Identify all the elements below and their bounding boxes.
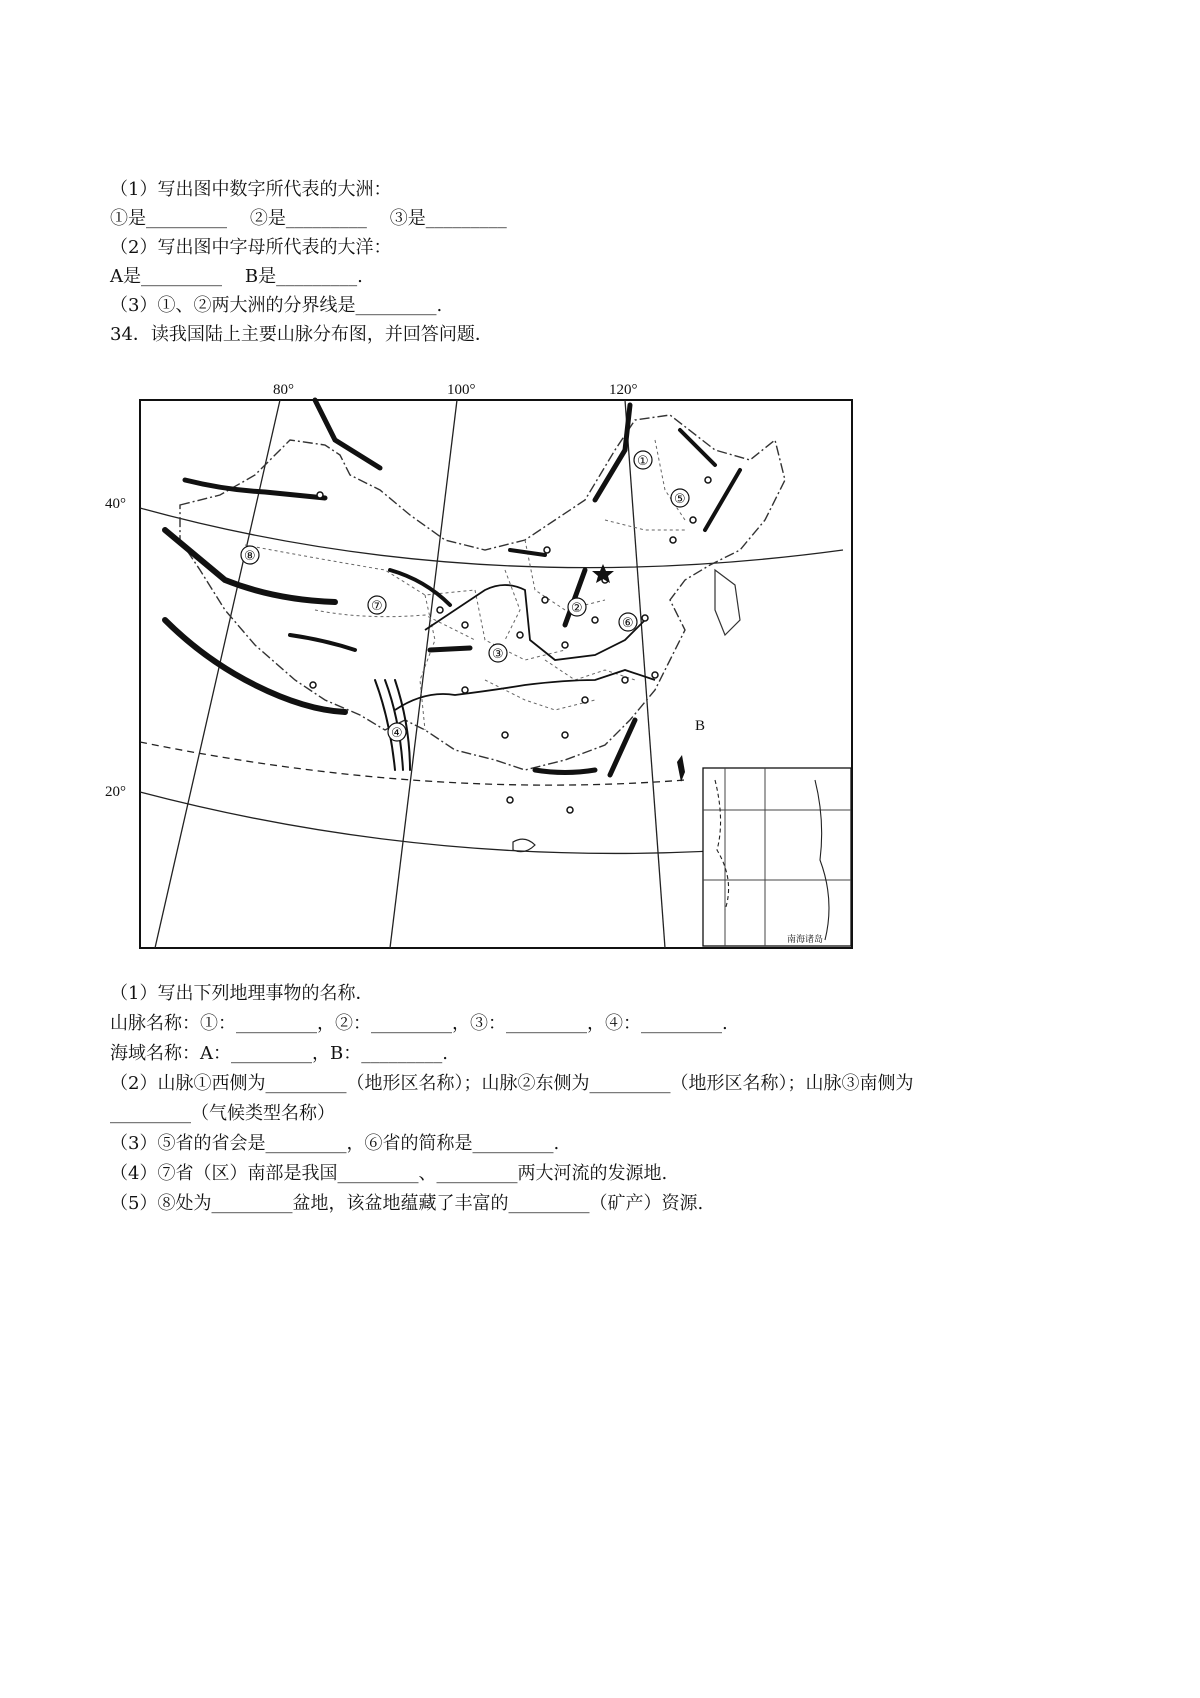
svg-text:⑧: ⑧ xyxy=(244,549,256,564)
q34-sub5: （5）⑧处为_________盆地，该盆地蕴藏了丰富的_________（矿产）资源. xyxy=(110,1193,704,1214)
svg-text:⑥: ⑥ xyxy=(622,616,634,631)
marker-4 xyxy=(388,723,406,741)
svg-text:⑦: ⑦ xyxy=(371,599,383,614)
svg-text:①: ① xyxy=(637,454,649,469)
marker-8 xyxy=(241,546,259,564)
lon-label-120: 120° xyxy=(609,382,638,398)
marker-3 xyxy=(489,644,507,662)
lon-label-80: 80° xyxy=(273,382,294,398)
lat-label-40: 40° xyxy=(105,496,126,512)
lat-label-20: 20° xyxy=(105,784,126,800)
svg-text:②: ② xyxy=(571,601,583,616)
q33-sub1-title: （1）写出图中数字所代表的大洲： xyxy=(110,179,392,200)
q33-sub3: （3）①、②两大洲的分界线是_________. xyxy=(110,295,443,316)
marker-7 xyxy=(368,596,386,614)
marker-2 xyxy=(568,598,586,616)
q34-title: 34．读我国陆上主要山脉分布图，并回答问题． xyxy=(110,324,493,345)
q34-sub2-line1: （2）山脉①西侧为_________（地形区名称）；山脉②东侧为_________（地形区名称）；山脉③南侧为 xyxy=(110,1073,914,1094)
marker-5 xyxy=(671,489,689,507)
china-mountain-map xyxy=(105,380,865,960)
q33-sub1-answers: ①是_________ ②是_________ ③是_________ xyxy=(110,208,507,229)
svg-text:⑤: ⑤ xyxy=(674,492,686,507)
svg-text:③: ③ xyxy=(492,647,504,662)
marker-1 xyxy=(634,451,652,469)
nanling-mountains xyxy=(535,770,595,773)
q33-sub2-answers: A是_________ B是_________. xyxy=(110,266,363,287)
q34-sub1-mountains: 山脉名称：①：_________，②：_________，③：_________，④：_________. xyxy=(110,1013,728,1034)
q34-sub1-title: （1）写出下列地理事物的名称． xyxy=(110,983,374,1004)
svg-text:④: ④ xyxy=(391,726,403,741)
q33-sub2-title: （2）写出图中字母所代表的大洋： xyxy=(110,237,392,258)
lon-label-100: 100° xyxy=(447,382,476,398)
qinling-mountains xyxy=(430,648,470,650)
south-china-sea-inset xyxy=(703,768,851,946)
q34-sub4: （4）⑦省（区）南部是我国_________、_________两大河流的发源地. xyxy=(110,1163,668,1184)
marker-6 xyxy=(619,613,637,631)
sea-label-b: B xyxy=(695,718,706,734)
q34-sub1-seas: 海域名称：A：_________，B：_________. xyxy=(110,1043,448,1064)
inset-caption: 南海诸岛 xyxy=(787,935,824,945)
q34-sub2-line2: _________（气候类型名称） xyxy=(110,1103,335,1124)
q34-sub3: （3）⑤省的省会是_________，⑥省的简称是_________. xyxy=(110,1133,560,1154)
